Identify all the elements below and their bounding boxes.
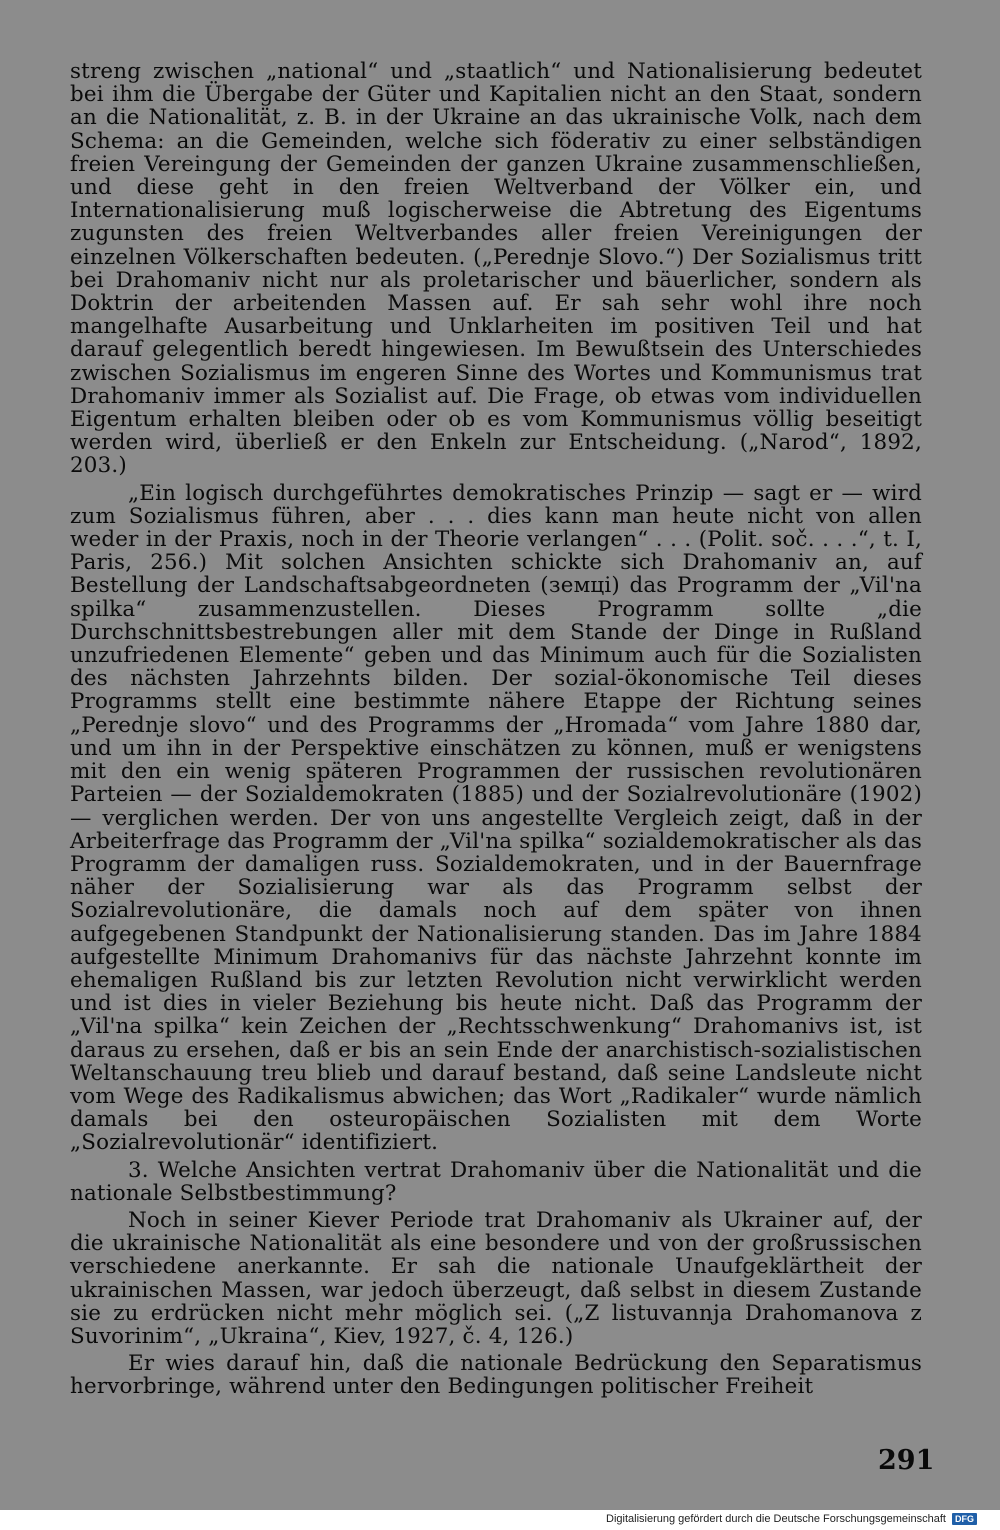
paragraph-2: „Ein logisch durchgeführtes demokratisches Prinzip — sagt er — wird zum Sozialismus führen, aber . . . dies kann man heute nicht von allen weder in der Praxis, noch in der Theorie verlangen“ . . . (Polit. soč. . . .“, t. I, Paris, 256.) Mit solchen Ansichten schickte sich Drahomaniv an, auf Bestellung der Landschaftsabgeordneten (земці) das Programm der „Vil'na spilka“ zusammenzustellen. Dieses Programm sollte „die Durchschnittsbestrebungen aller mit dem Stande der Dinge in Rußland unzufriedenen Elemente“ geben und das Minimum auch für die Sozialisten des nächsten Jahrzehnts bilden. Der sozial-ökonomische Teil dieses Programms stellt eine bestimmte nähere Etappe der Richtung seines „Perednje slovo“ und des Programms der „Hromada“ vom Jahre 1880 dar, und um ihn in der Perspektive einschätzen zu können, muß er wenigstens mit den ein wenig späteren Programmen der russischen revolutionären Parteien — der Sozialdemokraten (1885) und der Sozialrevolutionäre (1902) — verglichen werden. Der von uns angestellte Vergleich zeigt, daß in der Arbeiterfrage das Programm der „Vil'na spilka“ sozialdemokratischer als das Programm der damaligen russ. Sozialdemokraten, und in der Bauernfrage näher der Sozialisierung war als das Programm selbst der Sozialrevolutionäre, die damals noch auf dem später von ihnen aufgegebenen Standpunkt der Nationalisierung standen. Das im Jahre 1884 aufgestellte Minimum Drahomanivs für das nächste Jahrzehnt konnte im ehemaligen Rußland bis zur letzten Revolution nicht verwirklicht werden und ist dies in vieler Beziehung bis heute nicht. Daß das Programm der „Vil'na spilka“ kein Zeichen der „Rechtsschwenkung“ Drahomanivs ist, ist daraus zu ersehen, daß er bis an sein Ende der anarchistisch-sozialistischen Weltanschauung treu blieb und darauf bestand, daß seine Landsleute nicht vom Wege des Radikalismus abwichen; das Wort „Radikaler“ wurde nämlich damals bei den osteuropäischen Sozialisten mit dem Worte „Sozialrevolutionär“ identifiziert. <box>70 480 922 1156</box>
body-text <box>70 60 922 1403</box>
footer-credit: Digitalisierung gefördert durch die Deutsche Forschungsgemeinschaft <box>606 1513 946 1525</box>
paragraph-4: Noch in seiner Kiever Periode trat Drahomaniv als Ukrainer auf, der die ukrainische Nationalität als eine besondere und von der großrussischen verschiedene anerkannte. Er sah die nationale Unaufgeklärtheit der ukrainischen Massen, war jedoch überzeugt, daß selbst in diesem Zustande sie zu erdrücken nicht mehr möglich sei. („Z listuvannja Drahomanova z Suvorinim“, „Ukraina“, Kiev, 1927, č. 4, 126.) <box>70 1207 922 1349</box>
page-number: 291 <box>878 1445 935 1476</box>
paragraph-5: Er wies darauf hin, daß die nationale Bedrückung den Separatismus hervorbringe, während unter den Bedingungen politischer Freiheit <box>70 1351 922 1400</box>
section-question-3: 3. Welche Ansichten vertrat Drahomaniv über die Nationalität und die nationale Selbstbestimmung? <box>70 1157 922 1206</box>
digitization-footer <box>606 1513 977 1525</box>
paragraph-1: streng zwischen „national“ und „staatlich“ und Nationalisierung bedeutet bei ihm die Übergabe der Güter und Kapitalien nicht an den Staat, sondern an die Nationalität, z. B. in der Ukraine an das ukrainische Volk, nach dem Schema: an die Gemeinden, welche sich föderativ zu einer selbständigen freien Vereingung der Gemeinden der ganzen Ukraine zusammenschließen, und diese geht in den freien Weltverband der Völker ein, und Internationalisierung muß logischerweise die Abtretung des Eigentums zugunsten des freien Weltverbandes aller freien Vereinigungen der einzelnen Völkerschaften bedeuten. („Perednje Slovo.“) Der Sozialismus tritt bei Drahomaniv nicht nur als proletarischer und bäuerlicher, sondern als Doktrin der arbeitenden Massen auf. Er sah sehr wohl ihre noch mangelhafte Ausarbeitung und Unklarheiten im positiven Teil und hat darauf gelegentlich beredt hingewiesen. Im Bewußtsein des Unterschiedes zwischen Sozialismus im engeren Sinne des Wortes und Kommunismus trat Drahomaniv immer als Sozialist auf. Die Frage, ob etwas vom individuellen Eigentum erhalten bleiben oder ob es vom Kommunismus völlig beseitigt werden wird, überließ er den Enkeln zur Entscheidung. („Narod“, 1892, 203.) <box>70 59 922 479</box>
dfg-logo: DFG <box>952 1513 977 1525</box>
